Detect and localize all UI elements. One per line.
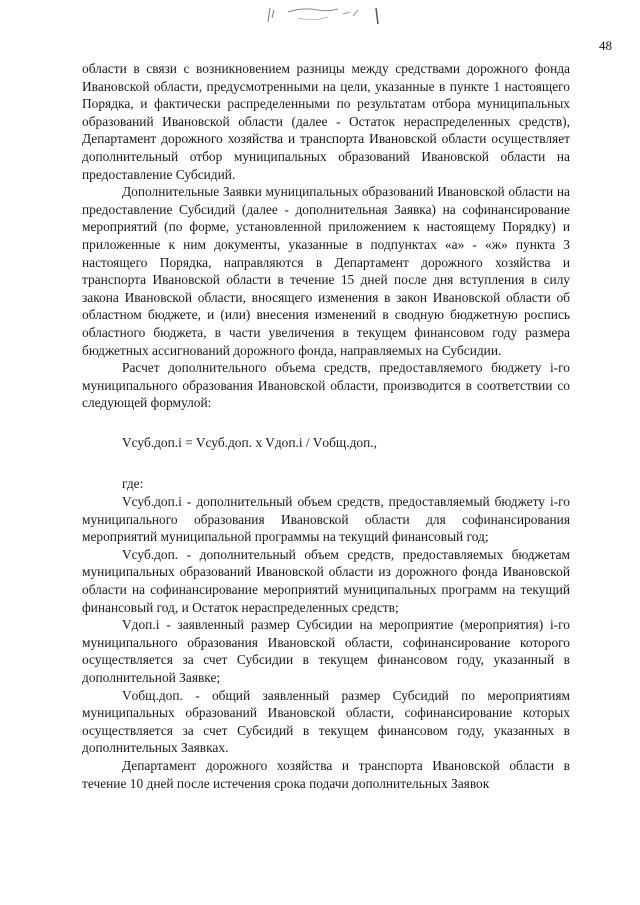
paragraph-4: Департамент дорожного хозяйства и транспорта Ивановской области в течение 10 дней после истечения срока подачи дополнительных Заявок [82,757,570,791]
document-body [82,60,570,792]
page-number: 48 [599,38,612,53]
where-label: где: [122,476,144,492]
definition-2: Vсуб.доп. - дополнительный объем средств, предоставляемых бюджетам муниципальных образований Ивановской области из дорожного фонда Ивановской области на софинансирование мероприятий муниципальных программ на текущий финансовый год, и Остаток нераспределенных средств; [82,546,570,615]
paragraph-2: Дополнительные Заявки муниципальных образований Ивановской области на предоставление Субсидий (далее - дополнительная Заявка) на софинансирование мероприятий (по форме, установленной приложением к настоящему Порядку) и приложенные к ним документы, указанные в подпунктах «а» - «ж» пункта 3 настоящего Порядка, направляются в Департамент дорожного хозяйства и транспорта Ивановской области в течение 15 дней после дня вступления в силу закона Ивановской области, вносящего изменения в закон Ивановской области об областном бюджете, и (или) внесения изменений в сводную бюджетную роспись областного бюджета, в части увеличения в текущем финансовом году размера бюджетных ассигнований дорожного фонда, направляемых на Субсидии. [82,184,570,358]
definition-4: Vобщ.доп. - общий заявленный размер Субсидий по мероприятиям муниципальных образований Ивановской области, софинансирование которых осуществляется за счет Субсидий в текущем финансовом году, указанных в дополнительных Заявках. [82,687,570,756]
formula: Vсуб.доп.i = Vсуб.доп. x Vдоп.i / Vобщ.доп., [122,434,377,450]
definition-3: Vдоп.i - заявленный размер Субсидии на мероприятие (мероприятия) i-го муниципального образования Ивановской области, софинансирование которого осуществляется за счет Субсидии в текущем финансовом году, указанный в дополнительной Заявке; [82,617,570,685]
paragraph-3: Расчет дополнительного объема средств, предоставляемого бюджету i-го муниципального образования Ивановской области, производится в соответствии со следующей формулой: [82,360,570,411]
scan-stamp-mark [258,4,383,26]
definition-1: Vсуб.доп.i - дополнительный объем средств, предоставляемый бюджету i-го муниципального образования Ивановской области для софинансирования мероприятий муниципальной программы на текущий финансовый год; [82,494,570,545]
paragraph-1: области в связи с возникновением разницы между средствами дорожного фонда Ивановской области, предусмотренными на цели, указанные в пункте 1 настоящего Порядка, и фактически распределенными по результатам отбора муниципальных образований Ивановской области (далее - Остаток нераспределенных средств), Департамент дорожного хозяйства и транспорта Ивановской области осуществляет дополнительный отбор муниципальных образований Ивановской области на предоставление Субсидий. [82,61,570,182]
